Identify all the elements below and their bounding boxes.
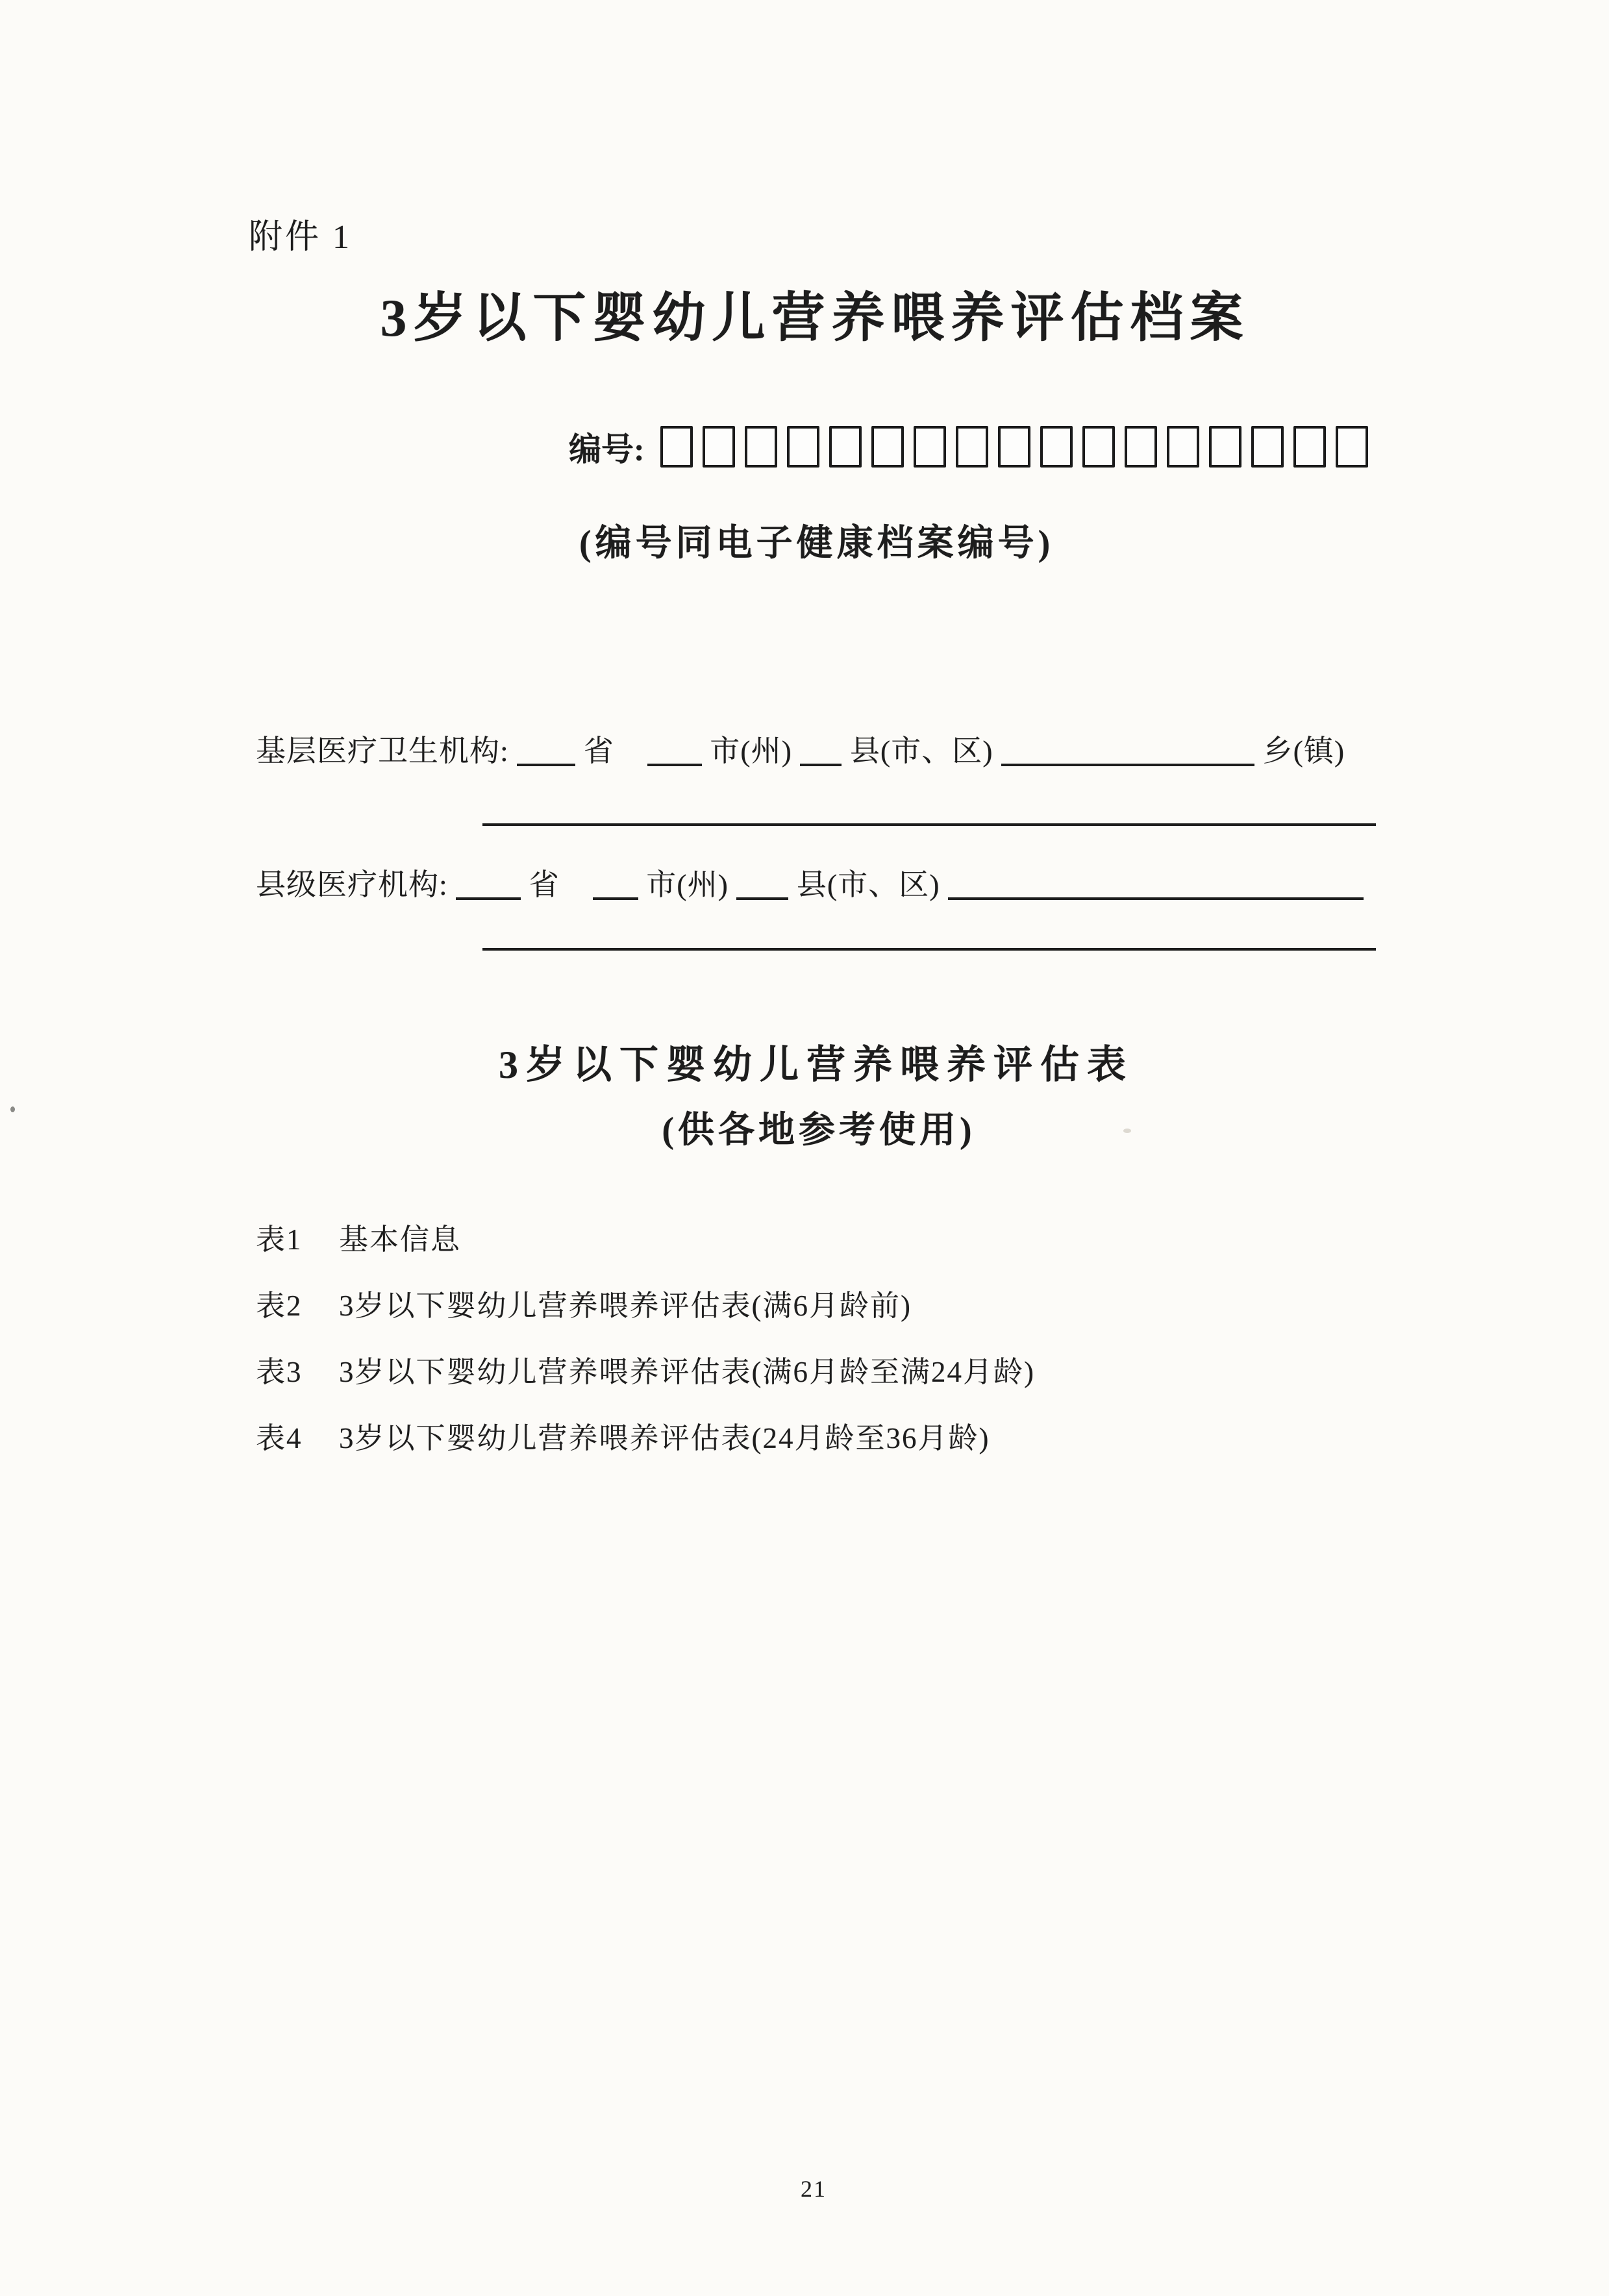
- number-box: [1251, 426, 1284, 468]
- primary-facility-line: [256, 727, 1345, 770]
- township-label: 乡(镇): [1262, 734, 1345, 767]
- number-box: [787, 426, 819, 468]
- record-number-note: (编号同电子健康档案编号): [579, 523, 1054, 564]
- number-box: [1336, 426, 1368, 468]
- list-item: [256, 1348, 1035, 1388]
- blank-underline: [948, 871, 1364, 900]
- number-box: [1293, 426, 1326, 468]
- list-item: [256, 1216, 1035, 1256]
- number-box: [956, 426, 988, 468]
- blank-underline: [517, 738, 575, 766]
- number-box: [1125, 426, 1157, 468]
- scan-speck: [10, 1106, 15, 1112]
- table-title: 3岁以下婴幼儿营养喂养评估表(满6月龄至满24月龄): [339, 1356, 1035, 1388]
- number-box: [914, 426, 946, 468]
- record-number-label: 编号:: [569, 431, 645, 468]
- county-facility-line: [256, 861, 1364, 904]
- attachment-label: 附件 1: [249, 219, 353, 256]
- primary-facility-label: 基层医疗卫生机构:: [256, 734, 509, 767]
- number-box: [1209, 426, 1241, 468]
- number-box: [998, 426, 1030, 468]
- list-item: [256, 1282, 1035, 1322]
- province-label: 省: [529, 868, 560, 901]
- blank-underline: [593, 871, 638, 900]
- continuation-blank-line: [482, 948, 1376, 951]
- county-facility-label: 县级医疗机构:: [256, 868, 448, 901]
- number-boxes: [660, 426, 1368, 468]
- continuation-blank-line: [482, 823, 1376, 826]
- table-number: 表1: [256, 1223, 303, 1256]
- blank-underline: [647, 738, 702, 766]
- number-box: [703, 426, 735, 468]
- city-label: 市(州): [710, 734, 792, 767]
- table-number: 表2: [256, 1290, 303, 1322]
- table-number: 表4: [256, 1422, 303, 1454]
- number-box: [871, 426, 904, 468]
- table-list: [256, 1216, 1035, 1480]
- number-box: [660, 426, 693, 468]
- table-title: 基本信息: [339, 1223, 462, 1256]
- number-box: [829, 426, 862, 468]
- table-title: 3岁以下婴幼儿营养喂养评估表(满6月龄前): [339, 1290, 912, 1322]
- blank-underline: [736, 871, 788, 900]
- scan-speck: [1123, 1129, 1131, 1133]
- blank-underline: [456, 871, 521, 900]
- number-box: [745, 426, 777, 468]
- blank-underline: [800, 738, 842, 766]
- county-label: 县(市、区): [796, 868, 940, 901]
- section-subtitle: (供各地参考使用): [662, 1110, 976, 1151]
- province-label: 省: [583, 734, 614, 767]
- number-box: [1040, 426, 1073, 468]
- document-title: 3岁以下婴幼儿营养喂养评估档案: [380, 288, 1250, 347]
- record-number-row: [569, 423, 1368, 470]
- number-box: [1082, 426, 1115, 468]
- table-title: 3岁以下婴幼儿营养喂养评估表(24月龄至36月龄): [339, 1422, 990, 1454]
- section-title: 3岁以下婴幼儿营养喂养评估表: [499, 1043, 1134, 1086]
- page-number: 21: [801, 2176, 827, 2202]
- list-item: [256, 1414, 1035, 1454]
- blank-underline: [1001, 738, 1254, 766]
- number-box: [1167, 426, 1199, 468]
- table-number: 表3: [256, 1356, 303, 1388]
- county-label: 县(市、区): [849, 734, 993, 767]
- city-label: 市(州): [646, 868, 729, 901]
